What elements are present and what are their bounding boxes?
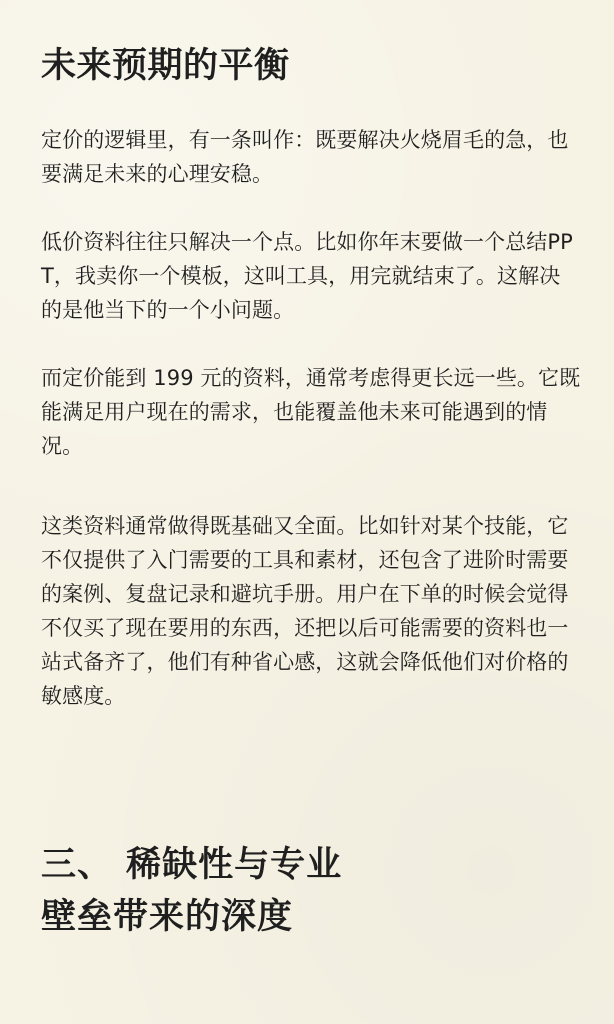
paragraph-4: 这类资料通常做得既基础又全面。比如针对某个技能，它不仅提供了入门需要的工具和素材，还包含了进阶时需要的案例、复盘记录和避坑手册。用户在下单的时候会觉得不仅买了现在要用的东西，还把以后可能需要的资料也一站式备齐了，他们有种省心感，这就会降低他们对价格的敏感度。 [41,514,569,708]
subsection-title: 未来预期的平衡 [41,46,290,86]
paragraph-3: 而定价能到 199 元的资料，通常考虑得更长远一些。它既能满足用户现在的需求，也能覆盖他未来可能遇到的情况。 [41,366,581,458]
next-section-heading [41,839,342,943]
next-section-heading-line-1: 三、 稀缺性与专业 [41,845,343,885]
paragraph-1: 定价的逻辑里，有一条叫作：既要解决火烧眉毛的急，也要满足未来的心理安稳。 [41,128,569,186]
next-section-heading-line-2: 壁垒带来的深度 [41,897,294,937]
paragraph-2: 低价资料往往只解决一个点。比如你年末要做一个总结PPT，我卖你一个模板，这叫工具，用完就结束了。这解决的是他当下的一个小问题。 [41,230,573,322]
